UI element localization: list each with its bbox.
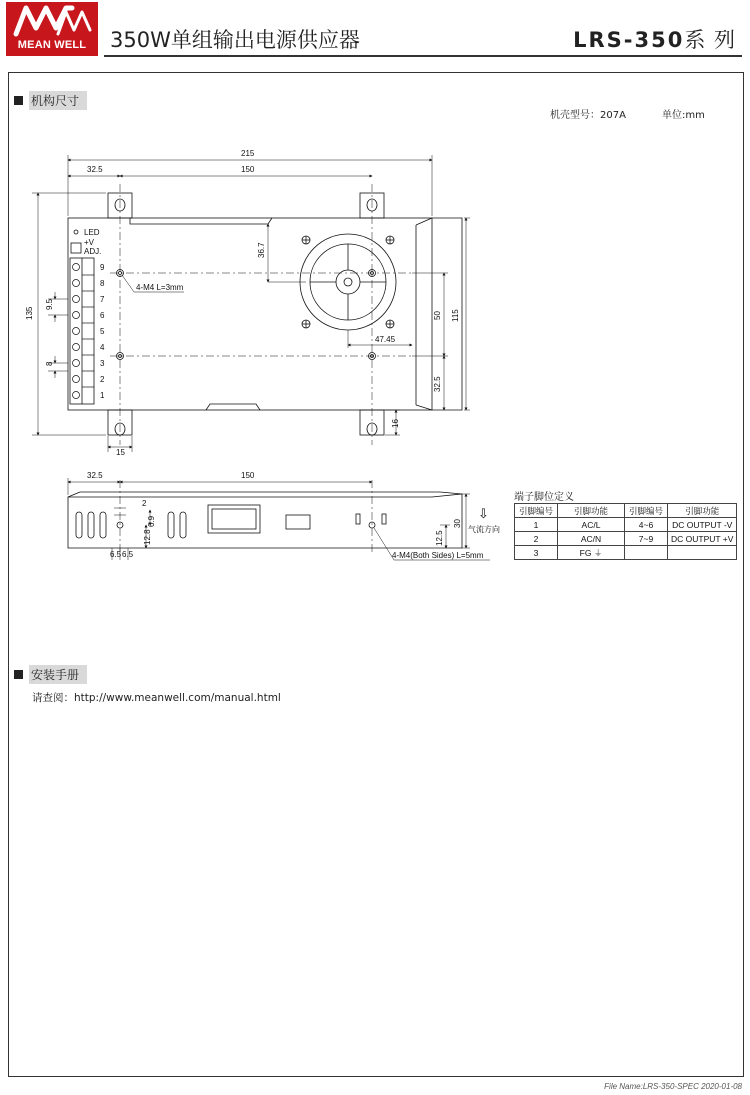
bullet-square-icon [14, 670, 23, 679]
side-dim-6-5-b: 6.5 [122, 550, 134, 559]
pin-cell: 7~9 [625, 532, 668, 546]
airflow-label: 气流方向 [468, 525, 500, 534]
pin-header-cell: 引脚编号 [625, 504, 668, 518]
pin-header-cell: 引脚功能 [668, 504, 737, 518]
dim-215: 215 [241, 149, 255, 158]
terminal-number: 6 [100, 311, 105, 320]
dim-32-5: 32.5 [87, 165, 103, 174]
side-dim-2: 2 [142, 499, 147, 508]
dim-50: 50 [433, 311, 442, 320]
footer-filename: File Name:LRS-350-SPEC 2020-01-08 [604, 1082, 742, 1091]
dim-150: 150 [241, 165, 255, 174]
pin-table-header [515, 504, 737, 518]
logo-text: MEAN WELL [17, 39, 87, 51]
dim-36-7: 36.7 [257, 242, 266, 258]
section-installation-label: 安装手册 [29, 665, 87, 684]
terminal-numbers [100, 263, 105, 400]
terminal-number: 9 [100, 263, 105, 272]
side-dim-6-5-a: 6.5 [110, 550, 122, 559]
terminal-number: 5 [100, 327, 105, 336]
side-screw-note: 4-M4(Both Sides) L=5mm [392, 551, 484, 560]
side-dim-32-5: 32.5 [87, 471, 103, 480]
pin-cell: FG ⏚ [558, 546, 625, 560]
terminal-screws [73, 264, 95, 399]
pin-cell: 2 [515, 532, 558, 546]
pin-cell: AC/N [558, 532, 625, 546]
top-view-body [68, 218, 432, 410]
dim-9-5: 9.5 [45, 298, 54, 310]
pin-table-caption: 端子脚位定义 [514, 492, 574, 503]
pin-cell: AC/L [558, 518, 625, 532]
pin-cell: 3 [515, 546, 558, 560]
terminal-number: 2 [100, 375, 105, 384]
adj-label: ADJ. [84, 247, 102, 256]
dim-135: 135 [25, 306, 34, 320]
side-dim-12-8: 12.8 [143, 529, 152, 545]
dim-115: 115 [451, 309, 460, 322]
side-dim-12-5: 12.5 [435, 530, 444, 546]
pin-cell: DC OUTPUT -V [668, 518, 737, 532]
dim-15: 15 [116, 448, 125, 457]
section-installation [14, 665, 87, 684]
plus-v-label: +V [84, 238, 95, 247]
terminal-number: 1 [100, 391, 105, 400]
top-view [68, 184, 462, 445]
airflow-arrow-icon: ⇩ [478, 506, 489, 521]
pin-cell [625, 546, 668, 560]
terminal-number: 8 [100, 279, 105, 288]
top-screw-note: 4-M4 L=3mm [136, 283, 184, 292]
side-dim-6-9: 6.9 [147, 515, 156, 527]
terminal-number: 7 [100, 295, 105, 304]
page-title: 350W单组输出电源供应器 [110, 28, 360, 52]
dim-8: 8 [45, 361, 54, 366]
case-number: 机壳型号：207A [550, 110, 626, 121]
fan-guard [300, 234, 396, 330]
table-row [515, 546, 737, 560]
unit-label: 单位:mm [662, 110, 705, 121]
series-suffix: 系 列 [684, 28, 736, 52]
dim-47-45: 47.45 [375, 335, 396, 344]
dim-16: 16 [391, 419, 400, 428]
pin-cell: DC OUTPUT +V [668, 532, 737, 546]
pin-cell: 1 [515, 518, 558, 532]
side-view [68, 480, 462, 555]
pin-header-cell: 引脚编号 [515, 504, 558, 518]
led-label: LED [84, 228, 100, 237]
side-dim-150: 150 [241, 471, 255, 480]
series-model: LRS-350 [573, 28, 685, 52]
table-row [515, 518, 737, 532]
section-mechanical-label: 机构尺寸 [29, 91, 87, 110]
pin-cell [668, 546, 737, 560]
side-dim-30: 30 [453, 519, 462, 528]
terminal-number: 4 [100, 343, 105, 352]
terminal-number: 3 [100, 359, 105, 368]
table-row [515, 532, 737, 546]
dim-32-5-b: 32.5 [433, 376, 442, 392]
manual-link[interactable]: 请查阅：http://www.meanwell.com/manual.html [32, 692, 281, 704]
pin-table [514, 503, 737, 560]
pin-header-cell: 引脚功能 [558, 504, 625, 518]
pin-cell: 4~6 [625, 518, 668, 532]
